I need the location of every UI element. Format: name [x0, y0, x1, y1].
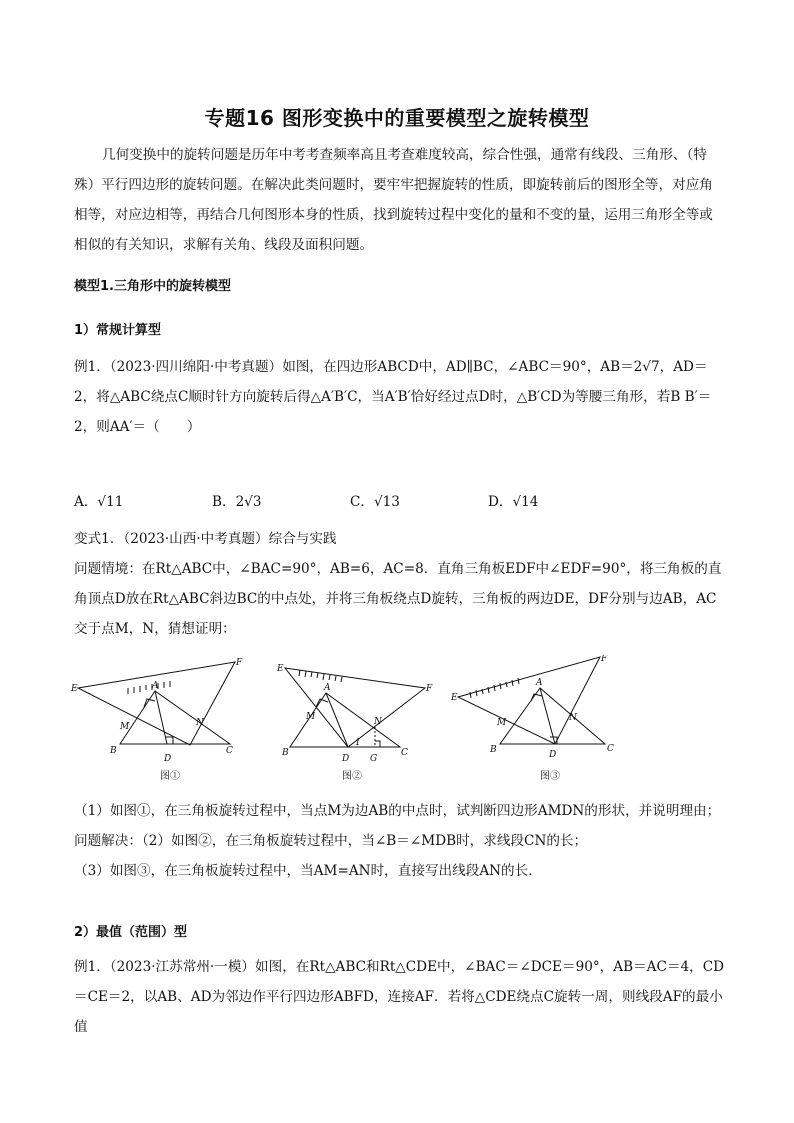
- fig1-label-b: B: [110, 746, 117, 756]
- fig2-label-d: D: [342, 754, 350, 764]
- sub1-heading: 1）常规计算型: [74, 323, 162, 338]
- fig1-label-m: M: [120, 722, 130, 732]
- fig3-label-d: D: [549, 750, 557, 760]
- fig2-label-n: N: [374, 717, 382, 727]
- model1-heading: 模型1.三角形中的旋转模型: [74, 279, 231, 294]
- fig2-label-f: F: [426, 684, 433, 694]
- fig1-triangle-plate: [78, 662, 235, 745]
- example2-question: [74, 952, 724, 1042]
- option-b-value: 2√3: [235, 494, 262, 510]
- fig3-label-m: M: [497, 718, 507, 728]
- variant1-title: 变式1．（2023·山西·中考真题）综合与实践: [74, 531, 337, 547]
- fig3-label-a: A: [536, 678, 543, 688]
- option-a: [74, 490, 123, 510]
- sub2-heading: 2）最值（范围）型: [74, 925, 188, 940]
- option-b: [212, 490, 262, 510]
- variant1-q3: （3）如图③，在三角板旋转过程中，当AM=AN时，直接写出线段AN的长．: [74, 863, 542, 879]
- fig2-label-a: A: [324, 683, 331, 693]
- fig1-label-a: A: [152, 681, 159, 691]
- intro-paragraph: 几何变换中的旋转问题是历年中考考查频率高且考查难度较高，综合性强，通常有线段、三角形、（特殊）平行四边形的旋转问题。在解决此类问题时，要牢牢把握旋转的性质，即旋转前后的图形全等，对应角相等，对应边相等，再结合几何图形本身的性质，找到旋转过程中变化的量和不变的量，运用三角形全等或相似的有关知识，求解有关角、线段及面积问题。: [74, 147, 713, 253]
- option-a-label: A．: [74, 494, 98, 510]
- fig3-label-c: C: [607, 744, 614, 754]
- fig2-label-m: M: [306, 712, 316, 722]
- option-c-value: √13: [374, 494, 400, 510]
- option-d-value: √14: [512, 494, 539, 510]
- fig2-label-g: G: [370, 754, 378, 764]
- figure-1: [78, 662, 235, 745]
- fig3-triangle-plate: [458, 657, 600, 744]
- example1-question: [74, 352, 724, 442]
- option-b-label: B．: [212, 494, 236, 510]
- example2-source: 例1．（2023·江苏常州·一模）: [74, 959, 256, 975]
- option-d-label: D．: [488, 494, 513, 510]
- fig2-label-e: E: [277, 664, 284, 674]
- fig1-label-e: E: [71, 684, 78, 694]
- fig2-label-c: C: [401, 748, 408, 758]
- option-a-value: √11: [97, 494, 124, 510]
- option-d: [488, 490, 538, 510]
- fig3-label-n: N: [569, 713, 577, 723]
- fig3-caption: 图③: [540, 771, 560, 782]
- figures-row: [70, 655, 730, 785]
- variant1-q1-q2: （1）如图①，在三角板旋转过程中，当点M为边AB的中点时，试判断四边形AMDN的形状，并说明理由；问题解决：（2）如图②，在三角板旋转过程中，当∠B＝∠MDB时，求线段CN的长；: [74, 803, 721, 849]
- fig1-label-f: F: [236, 658, 243, 668]
- example1-text: 如图，在四边形ABCD中，AD∥BC，∠ABC＝90°，AB＝2√7，AD＝2，将△ABC绕点C顺时针方向旋转后得△A′B′C，当A′B′恰好经过点D时，△B′CD为等腰三角形，若B B′＝2，则AA′＝（ ）: [74, 359, 712, 435]
- fig3-label-f: F: [601, 655, 608, 664]
- example2-text: 如图，在Rt△ABC和Rt△CDE中，∠BAC＝∠DCE＝90°，AB＝AC＝4，CD＝CE＝2，以AB、AD为邻边作平行四边形ABFD，连接AF．若将△CDE绕点C旋转一周，则线段AF的最小值: [74, 959, 725, 1035]
- fig2-caption: 图②: [342, 771, 362, 782]
- fig3-label-b: B: [490, 745, 497, 755]
- figure-3: [458, 657, 605, 744]
- figures-svg: [70, 655, 730, 785]
- fig1-label-n: N: [196, 718, 204, 728]
- option-c-label: C．: [350, 494, 374, 510]
- example1-source: 例1．（2023·四川绵阳·中考真题）: [74, 359, 283, 375]
- option-c: [350, 490, 400, 510]
- variant1-question: [74, 524, 724, 644]
- page-title: 专题16 图形变换中的重要模型之旋转模型: [204, 106, 590, 130]
- fig1-label-c: C: [226, 746, 233, 756]
- fig1-label-d: D: [164, 754, 172, 764]
- variant1-text: 问题情境：在Rt△ABC中，∠BAC=90°，AB=6，AC=8．直角三角板EDF中∠EDF=90°，将三角板的直角顶点D放在Rt△ABC斜边BC的中点处，并将三角板绕点D旋转，三角板的两边DE，DF分别与边AB，AC交于点M，N，猜想证明：: [74, 561, 722, 637]
- fig1-caption: 图①: [160, 771, 180, 782]
- fig2-label-1: 1: [355, 738, 361, 748]
- fig2-label-b: B: [282, 748, 289, 758]
- figure-2: [285, 668, 425, 747]
- fig3-label-e: E: [451, 693, 458, 703]
- fig2-triangle-plate: [285, 668, 425, 747]
